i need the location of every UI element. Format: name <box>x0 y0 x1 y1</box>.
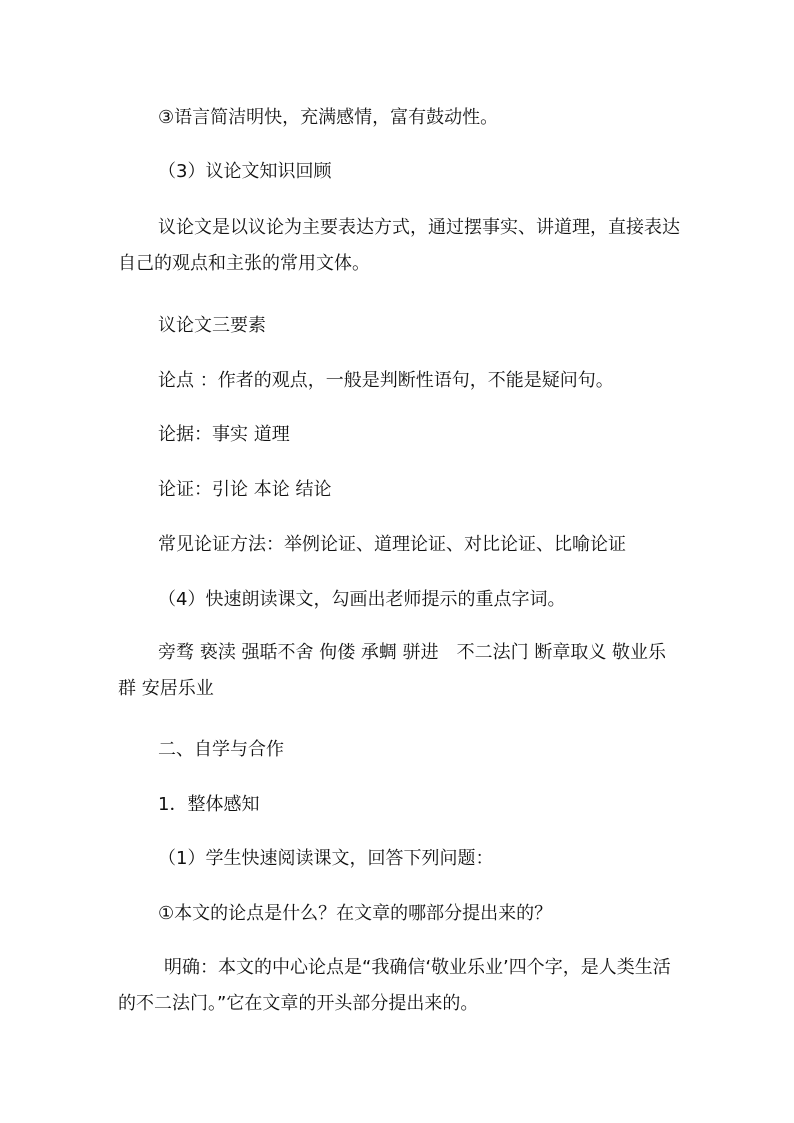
paragraph-language-features: ③语言简洁明快，充满感情，富有鼓动性。 <box>158 107 499 128</box>
paragraph-question-prompt: （1）学生快速阅读课文，回答下列问题： <box>158 848 494 869</box>
subsection-heading-overall-perception: 1．整体感知 <box>158 794 260 815</box>
paragraph-question-one: ①本文的论点是什么？在文章的哪部分提出来的？ <box>158 903 553 924</box>
paragraph-answer: 明确：本文的中心论点是“我确信‘敬业乐业’四个字，是人类生活的不二法门。”它在文章的开头部分提出来的。 <box>118 957 671 1014</box>
paragraph-quick-reading-task: （4）快速朗读课文，勾画出老师提示的重点字词。 <box>158 589 566 610</box>
paragraph-argument-review-heading: （3）议论文知识回顾 <box>158 161 332 182</box>
paragraph-argument-definition: 议论文是以议论为主要表达方式，通过摆事实、讲道理，直接表达自己的观点和主张的常用文体。 <box>118 217 680 274</box>
paragraph-evidence: 论据：事实 道理 <box>158 424 290 445</box>
paragraph-key-vocabulary: 旁骛 亵渎 强聒不舍 佝偻 承蜩 骈进 不二法门 断章取义 敬业乐群 安居乐业 <box>118 642 667 699</box>
paragraph-reasoning: 论证：引论 本论 结论 <box>158 479 332 500</box>
paragraph-thesis: 论点 ：作者的观点，一般是判断性语句，不能是疑问句。 <box>158 370 614 391</box>
paragraph-three-elements-heading: 议论文三要素 <box>158 315 266 336</box>
paragraph-reasoning-methods: 常见论证方法：举例论证、道理论证、对比论证、比喻论证 <box>158 534 626 555</box>
section-heading-self-study: 二、自学与合作 <box>158 739 284 760</box>
